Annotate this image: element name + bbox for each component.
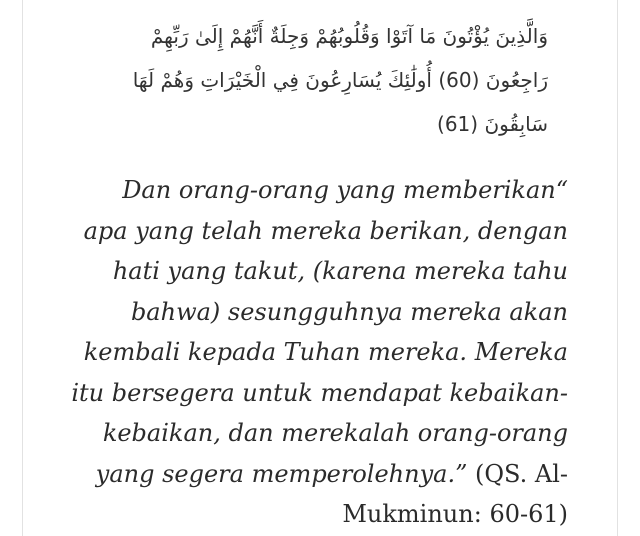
citation-reference: (QS. Al-	[467, 459, 568, 488]
right-margin-rule	[617, 0, 618, 536]
arabic-verse-line: وَالَّذِينَ يُؤْتُونَ مَا آتَوْا وَقُلُوبُهُمْ وَجِلَةٌ أَنَّهُمْ إِلَىٰ رَبِّهِمْ	[150, 24, 548, 48]
left-margin-rule	[22, 0, 23, 536]
translation-line: kembali kepada Tuhan mereka. Mereka	[83, 338, 568, 366]
translation-line: kebaikan, dan merekalah orang-orang	[102, 419, 568, 447]
translation-text: yang segera memperolehnya.”	[95, 459, 468, 488]
arabic-verse-line: رَاجِعُونَ (60) أُولَٰئِكَ يُسَارِعُونَ فِي الْخَيْرَاتِ وَهُمْ لَهَا	[132, 68, 548, 92]
citation-reference-end: Mukminun: 60-61)	[342, 500, 568, 528]
translation-line: hati yang takut, (karena mereka tahu	[112, 257, 568, 285]
translation-line: bahwa) sesungguhnya mereka akan	[130, 297, 568, 326]
translation-line-with-citation	[70, 454, 568, 495]
translation-line: Dan orang-orang yang memberikan“	[122, 176, 568, 204]
translation-line: apa yang telah mereka berikan, dengan	[83, 216, 568, 245]
arabic-verse	[80, 14, 548, 146]
translation-line: itu bersegera untuk mendapat kebaikan-	[71, 378, 568, 407]
arabic-verse-line: سَابِقُونَ (61)	[437, 112, 548, 136]
verse-translation	[70, 170, 568, 535]
